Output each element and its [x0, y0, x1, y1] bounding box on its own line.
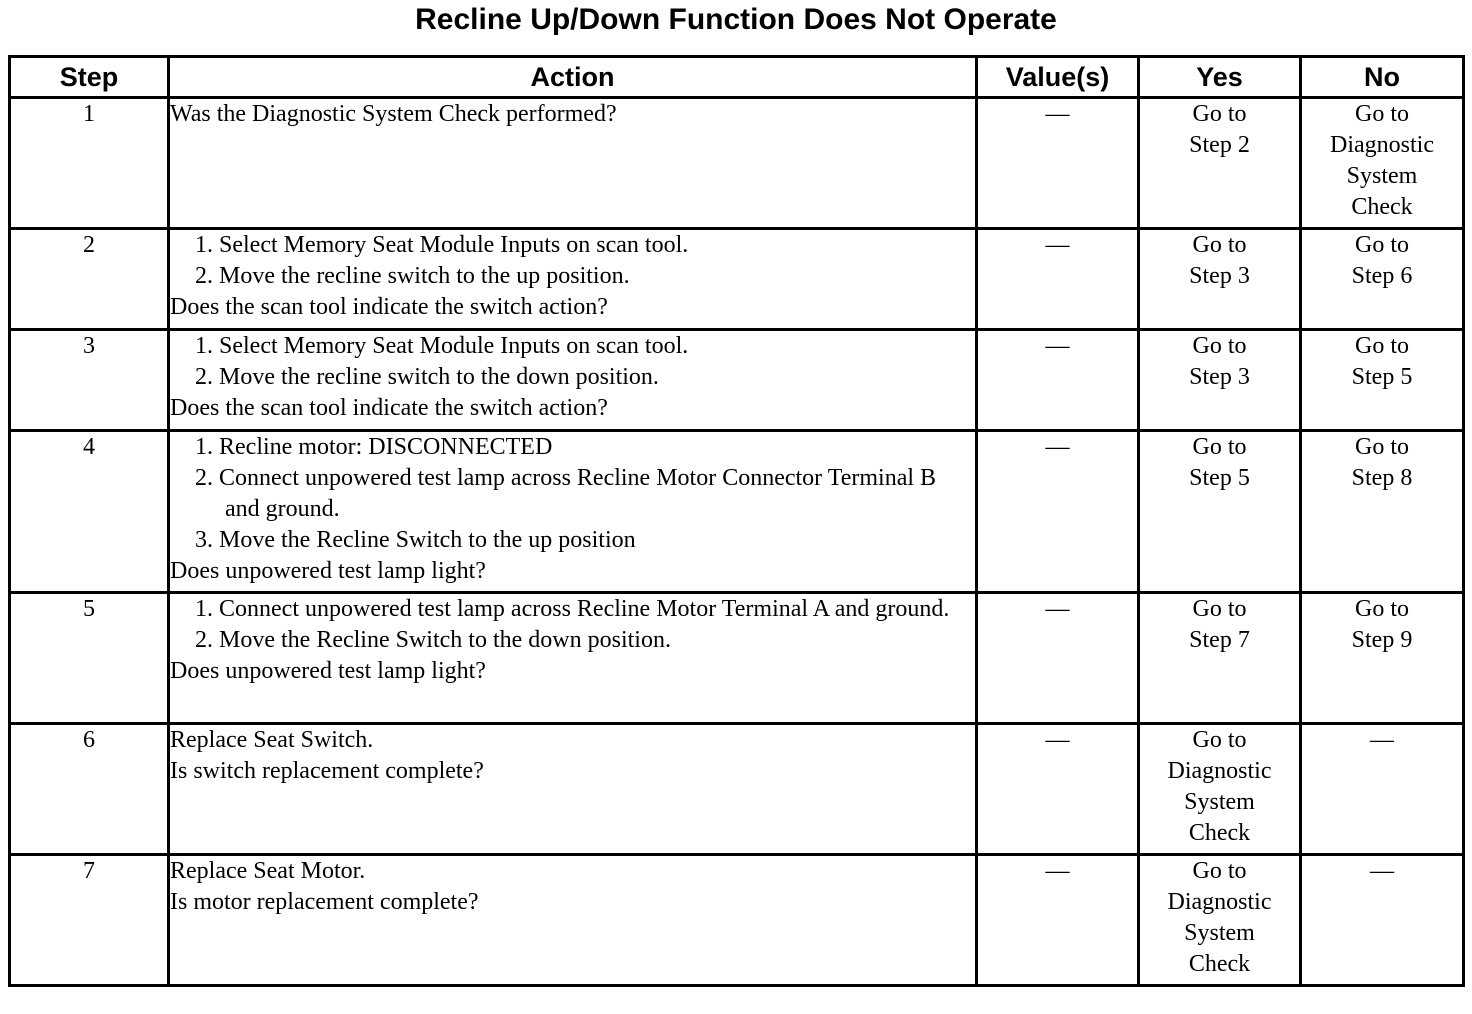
action-step-item: 2. Move the recline switch to the up position. — [195, 263, 630, 289]
yes-line: Step 7 — [1189, 627, 1250, 653]
yes-line: Go to — [1192, 434, 1247, 460]
no-line: Step 8 — [1351, 465, 1413, 491]
yes-line: Check — [1188, 951, 1251, 977]
action-cell — [169, 98, 977, 229]
yes-line: System — [1184, 789, 1255, 815]
step-cell: 5 — [10, 593, 169, 724]
action-cell — [169, 593, 977, 724]
yes-cell — [1139, 431, 1301, 593]
step-cell: 3 — [10, 330, 169, 431]
no-line: Step 6 — [1351, 263, 1413, 289]
table-row — [10, 98, 1464, 229]
action-text-line: Is switch replacement complete? — [170, 758, 484, 784]
no-line: Go to — [1355, 434, 1409, 460]
header-values: Value(s) — [977, 57, 1139, 98]
header-step: Step — [10, 57, 169, 98]
yes-cell — [1139, 98, 1301, 229]
no-line: Step 5 — [1351, 364, 1413, 390]
step-cell: 2 — [10, 229, 169, 330]
value-cell: — — [977, 229, 1139, 330]
action-text-line: Does unpowered test lamp light? — [170, 658, 486, 684]
header-no: No — [1301, 57, 1464, 98]
action-step-item: 3. Move the Recline Switch to the up position — [195, 527, 636, 553]
action-cell — [169, 330, 977, 431]
yes-line: Go to — [1192, 858, 1247, 884]
yes-line: Step 3 — [1189, 364, 1250, 390]
table-row — [10, 724, 1464, 855]
yes-cell — [1139, 855, 1301, 986]
step-cell: 6 — [10, 724, 169, 855]
action-text-line: Does unpowered test lamp light? — [170, 558, 486, 584]
no-line: System — [1346, 163, 1418, 189]
action-text-line: Does the scan tool indicate the switch action? — [170, 395, 608, 421]
action-text-line: Replace Seat Switch. — [170, 727, 374, 753]
no-cell — [1301, 229, 1464, 330]
no-line: Go to — [1355, 101, 1409, 127]
step-cell: 4 — [10, 431, 169, 593]
action-cell — [169, 431, 977, 593]
action-text-line: Was the Diagnostic System Check performed? — [170, 101, 617, 127]
action-step-item: 2. Connect unpowered test lamp across Recline Motor Connector Terminal B and ground. — [195, 465, 937, 522]
table-row — [10, 855, 1464, 986]
value-cell: — — [977, 431, 1139, 593]
action-cell — [169, 855, 977, 986]
no-cell — [1301, 593, 1464, 724]
no-line: Step 9 — [1351, 627, 1413, 653]
action-cell — [169, 724, 977, 855]
value-cell: — — [977, 724, 1139, 855]
table-row — [10, 330, 1464, 431]
no-cell — [1301, 724, 1464, 855]
action-text-line: Is motor replacement complete? — [170, 889, 479, 915]
yes-line: Go to — [1192, 333, 1247, 359]
no-cell — [1301, 98, 1464, 229]
yes-line: Check — [1188, 820, 1251, 846]
header-row — [10, 57, 1464, 98]
action-text-line: Replace Seat Motor. — [170, 858, 366, 884]
yes-cell — [1139, 229, 1301, 330]
action-step-item: 2. Move the recline switch to the down position. — [195, 364, 659, 390]
action-step-item: 1. Connect unpowered test lamp across Recline Motor Terminal A and ground. — [195, 596, 950, 622]
value-cell: — — [977, 855, 1139, 986]
no-line: Diagnostic — [1330, 132, 1434, 158]
yes-cell — [1139, 593, 1301, 724]
header-action: Action — [169, 57, 977, 98]
page-title: Recline Up/Down Function Does Not Operate — [415, 3, 1057, 36]
yes-line: Go to — [1192, 232, 1247, 258]
step-cell: 1 — [10, 98, 169, 229]
no-line: — — [1370, 727, 1394, 753]
step-cell: 7 — [10, 855, 169, 986]
action-step-item: 1. Recline motor: DISCONNECTED — [195, 434, 553, 460]
no-cell — [1301, 431, 1464, 593]
action-step-item: 1. Select Memory Seat Module Inputs on scan tool. — [195, 232, 689, 258]
no-cell — [1301, 330, 1464, 431]
action-cell — [169, 229, 977, 330]
table-body — [10, 98, 1464, 986]
yes-line: Step 3 — [1189, 263, 1250, 289]
yes-line: System — [1184, 920, 1255, 946]
yes-line: Diagnostic — [1167, 889, 1272, 915]
no-line: Go to — [1355, 596, 1409, 622]
no-line: Check — [1351, 194, 1413, 220]
header-yes: Yes — [1139, 57, 1301, 98]
diagnostic-table — [8, 55, 1465, 987]
no-line: — — [1370, 858, 1394, 884]
value-cell: — — [977, 330, 1139, 431]
yes-line: Step 5 — [1189, 465, 1250, 491]
action-step-item: 2. Move the Recline Switch to the down position. — [195, 627, 671, 653]
yes-line: Go to — [1192, 101, 1247, 127]
action-step-item: 1. Select Memory Seat Module Inputs on scan tool. — [195, 333, 689, 359]
table-row — [10, 431, 1464, 593]
value-cell: — — [977, 98, 1139, 229]
table-row — [10, 229, 1464, 330]
action-text-line: Does the scan tool indicate the switch action? — [170, 294, 608, 320]
value-cell: — — [977, 593, 1139, 724]
yes-cell — [1139, 724, 1301, 855]
no-cell — [1301, 855, 1464, 986]
table-row — [10, 593, 1464, 724]
no-line: Go to — [1355, 333, 1409, 359]
yes-line: Step 2 — [1189, 132, 1250, 158]
yes-line: Diagnostic — [1167, 758, 1272, 784]
yes-cell — [1139, 330, 1301, 431]
yes-line: Go to — [1192, 596, 1247, 622]
no-line: Go to — [1355, 232, 1409, 258]
yes-line: Go to — [1192, 727, 1247, 753]
